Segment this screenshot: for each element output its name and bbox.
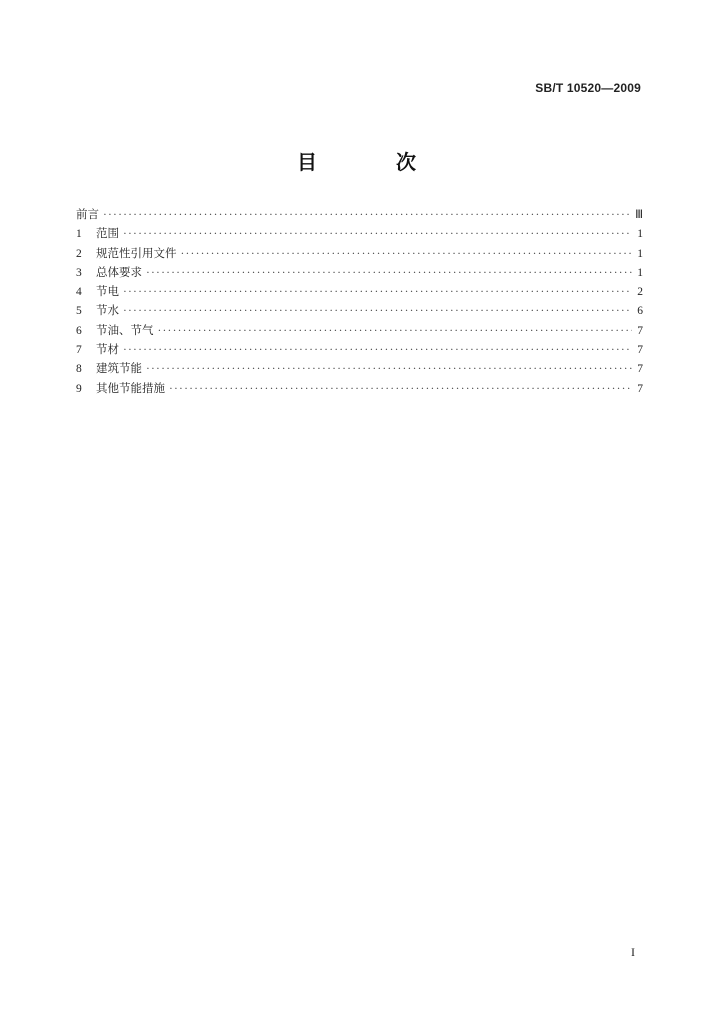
toc-entry-page: 6 [637,305,643,318]
page-number: I [631,945,635,959]
toc-entry-label: 节油、节气 [96,322,154,337]
toc-leader-dots [103,206,632,225]
toc-leader-dots [181,245,633,264]
toc-entry-page: 1 [637,266,643,279]
toc-entry-scope[interactable] [76,224,643,243]
table-of-contents [76,205,643,398]
toc-entry-number: 6 [76,324,82,337]
toc-entry-electricity-saving[interactable] [76,282,643,301]
toc-entry-label: 节材 [96,342,119,357]
toc-leader-dots [158,322,633,341]
toc-entry-number: 2 [76,247,82,260]
toc-entry-number: 4 [76,286,82,299]
toc-entry-building-energy-saving[interactable] [76,359,643,378]
toc-leader-dots [146,264,632,283]
toc-entry-normative-references[interactable] [76,244,643,263]
toc-entry-number: 3 [76,266,82,279]
toc-entry-label: 总体要求 [96,264,142,279]
toc-entry-label: 其他节能措施 [96,380,165,395]
toc-entry-foreword[interactable] [76,205,643,224]
toc-leader-dots [169,380,632,399]
toc-entry-page: 7 [637,344,643,357]
toc-leader-dots [123,225,632,244]
toc-entry-label: 节电 [96,284,119,299]
toc-entry-page: Ⅲ [635,209,643,221]
toc-entry-page: 7 [637,324,643,337]
toc-entry-number: 1 [76,228,82,241]
toc-entry-page: 1 [637,228,643,241]
toc-entry-label: 规范性引用文件 [96,245,177,260]
toc-entry-label: 范围 [96,226,119,241]
toc-entry-number: 7 [76,344,82,357]
toc-entry-number: 8 [76,363,82,376]
toc-entry-label: 节水 [96,303,119,318]
toc-leader-dots [123,341,632,360]
toc-leader-dots [123,302,632,321]
toc-entry-page: 7 [637,382,643,395]
toc-entry-label: 前言 [76,207,99,221]
toc-entry-page: 1 [637,247,643,260]
toc-entry-oil-gas-saving[interactable] [76,321,643,340]
toc-entry-number: 9 [76,382,82,395]
toc-entry-general-requirements[interactable] [76,263,643,282]
toc-entry-material-saving[interactable] [76,340,643,359]
toc-entry-water-saving[interactable] [76,301,643,320]
toc-entry-number: 5 [76,305,82,318]
standard-code: SB/T 10520—2009 [535,81,641,95]
toc-entry-label: 建筑节能 [96,361,142,376]
toc-entry-other-measures[interactable] [76,379,643,398]
toc-leader-dots [123,283,632,302]
page-title: 目 次 [297,150,452,174]
toc-leader-dots [146,360,632,379]
toc-entry-page: 2 [637,286,643,299]
toc-entry-page: 7 [637,363,643,376]
